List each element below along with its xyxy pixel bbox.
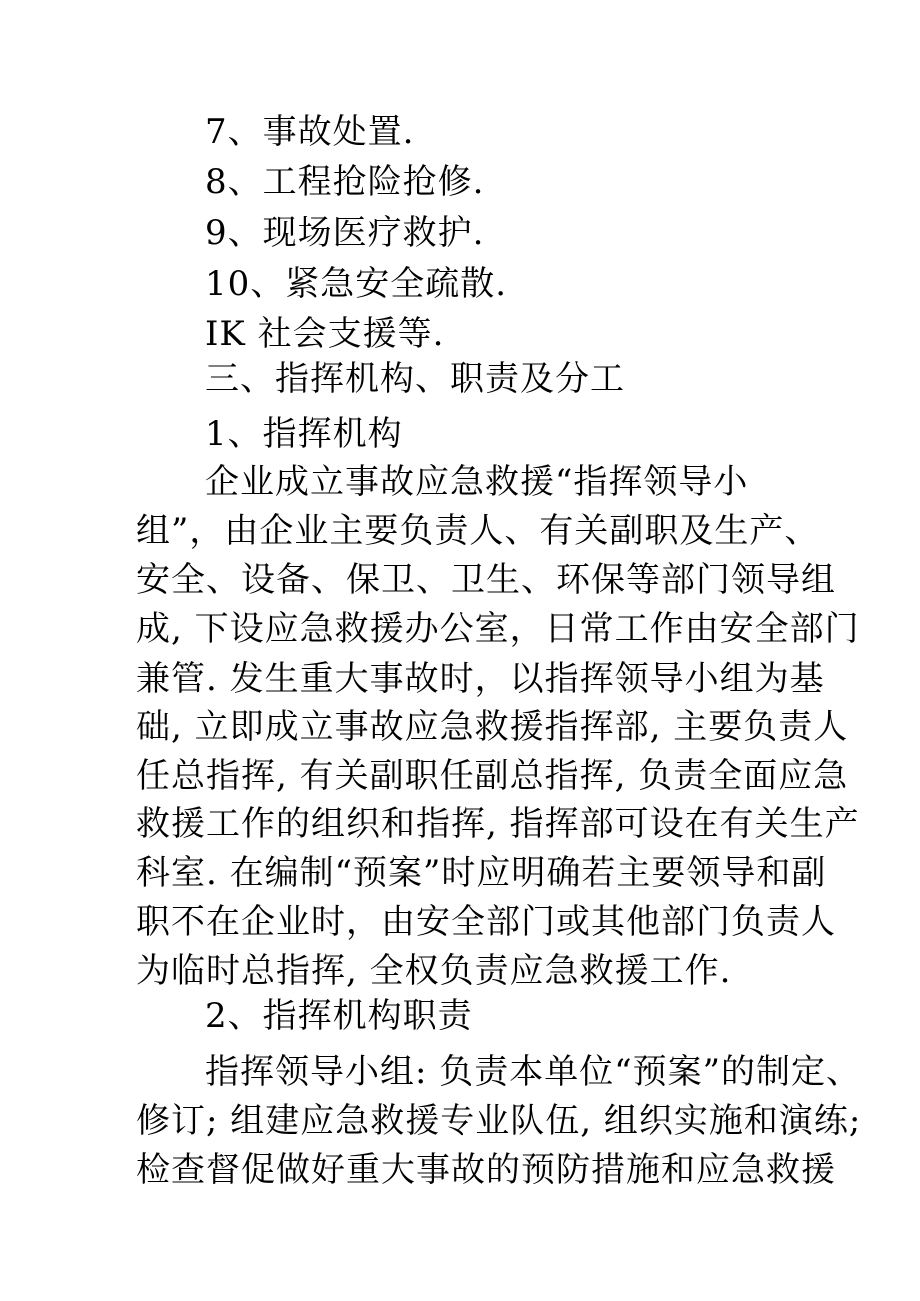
paragraph-line: 成, 下设应急救援办公室，日常工作由安全部门 (136, 609, 860, 649)
subsection-heading-2: 2、指挥机构职责 (205, 996, 473, 1036)
paragraph-line: 职不在企业时，由安全部门或其他部门负责人 (136, 902, 836, 942)
list-item-10: 10、紧急安全疏散. (205, 264, 508, 304)
section-heading: 三、指挥机构、职责及分工 (205, 359, 625, 399)
paragraph-line: 检查督促做好重大事故的预防措施和应急救援 (136, 1150, 836, 1190)
paragraph-line: 组”，由企业主要负责人、有关副职及生产、 (136, 511, 820, 551)
paragraph-line: 科室. 在编制“预案”时应明确若主要领导和副 (136, 853, 827, 893)
paragraph-line: 兼管. 发生重大事故时，以指挥领导小组为基 (136, 659, 825, 699)
list-item-8: 8、工程抢险抢修. (205, 162, 485, 202)
paragraph-line: 指挥领导小组: 负责本单位“预案”的制定、 (205, 1052, 862, 1092)
paragraph-line: 救援工作的组织和指挥, 指挥部可设在有关生产 (136, 804, 860, 844)
list-item-7: 7、事故处置. (205, 112, 415, 152)
paragraph-line: 础, 立即成立事故应急救援指挥部, 主要负责人 (136, 707, 849, 747)
paragraph-line: 修订; 组建应急救援专业队伍, 组织实施和演练; (136, 1101, 862, 1141)
paragraph-line: 为临时总指挥, 全权负责应急救援工作. (136, 951, 732, 991)
subsection-heading-1: 1、指挥机构 (205, 414, 403, 454)
paragraph-line: 任总指挥, 有关副职任副总指挥, 负责全面应急 (136, 756, 849, 796)
paragraph-line: 安全、设备、保卫、卫生、环保等部门领导组 (136, 560, 836, 600)
list-item-9: 9、现场医疗救护. (205, 213, 485, 253)
paragraph-line: 企业成立事故应急救援“指挥领导小 (205, 462, 749, 502)
list-item-11: IK 社会支援等. (205, 314, 445, 354)
